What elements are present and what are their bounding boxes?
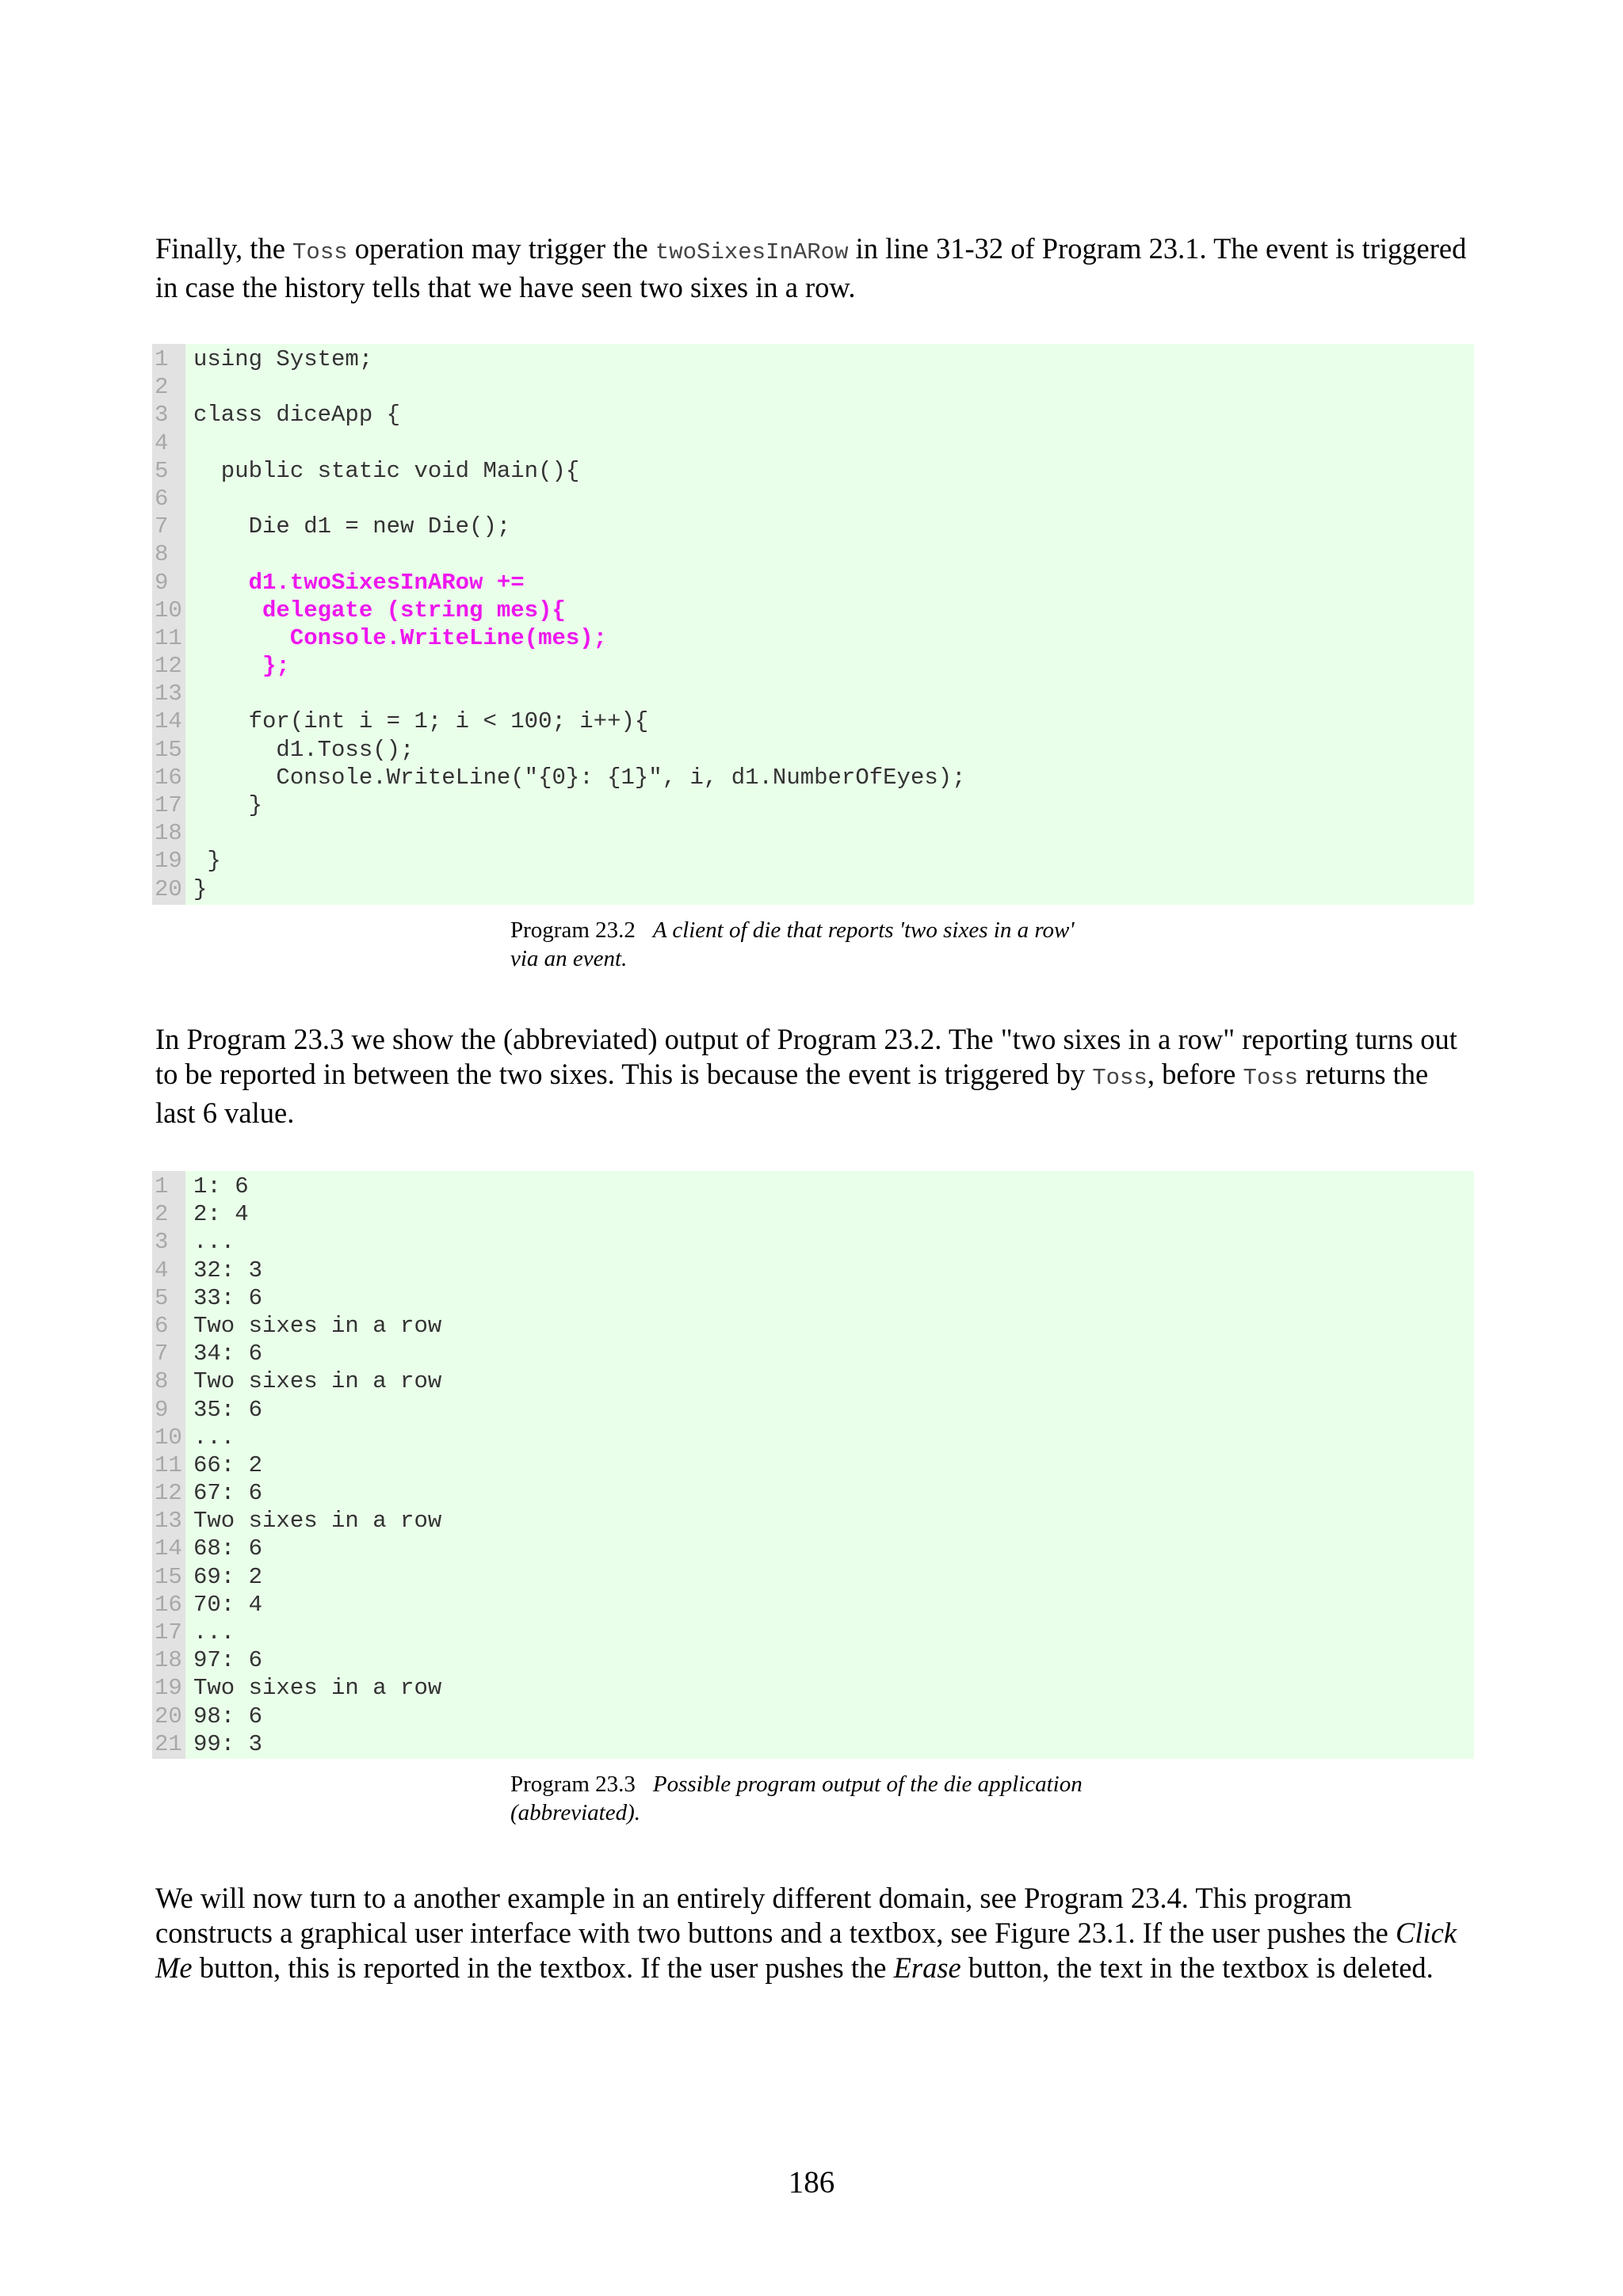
code-line [152,847,1474,875]
code-text: Console.WriteLine("{0}: {1}", i, d1.NumberOfEyes); [193,764,966,791]
line-number: 6 [155,1312,169,1339]
line-number: 7 [155,513,169,540]
line-number: 10 [155,1424,182,1451]
code-line [152,1646,1474,1674]
code-text: d1.Toss(); [193,736,414,763]
caption-label: Program 23.3 [510,1772,636,1797]
code-text: 98: 6 [193,1703,263,1730]
code-text: for(int i = 1; i < 100; i++){ [193,708,649,735]
code-line [152,569,1474,597]
line-number: 19 [155,848,182,875]
code-line [152,1479,1474,1507]
line-number: 4 [155,1257,169,1283]
code-body [152,344,1474,903]
text-run: in line 31-32 of Program 23.1. The event is triggered in case the history tells that we have seen two sixes in a row. [155,232,1467,303]
line-number: 17 [155,1619,182,1646]
line-number: 18 [155,1647,182,1674]
code-line [152,764,1474,791]
code-text: Die d1 = new Die(); [193,513,511,540]
code-line [152,1451,1474,1479]
caption-text: Possible program output of the die application [652,1772,1083,1797]
code-line [152,1396,1474,1424]
inline-code-toss: Toss [1092,1065,1148,1091]
line-number: 19 [155,1675,182,1702]
caption-program-23-3 [510,1770,1160,1827]
line-number: 3 [155,402,169,429]
code-line [152,1535,1474,1562]
line-number: 1 [155,1173,169,1199]
line-number: 11 [155,624,182,651]
code-text: 99: 3 [193,1730,263,1757]
code-text: public static void Main(){ [193,457,580,484]
text-run: , before [1147,1058,1243,1090]
text-run: returns the last 6 value. [155,1058,1429,1129]
code-line [152,1619,1474,1646]
code-line [152,1228,1474,1256]
line-number: 21 [155,1730,182,1757]
line-number: 13 [155,1508,182,1535]
page-number: 186 [788,2165,835,2199]
code-line [152,373,1474,401]
code-text: delegate (string mes){ [193,597,566,624]
text-run: We will now turn to a another example in an entirely different domain, see Program 23.4. This program constructs a graphical user interface with two buttons and a textbox, see Figure 23.1. If the user pushes the [155,1882,1396,1949]
code-line [152,707,1474,735]
line-number: 12 [155,653,182,680]
code-line [152,1674,1474,1702]
line-number: 18 [155,820,182,847]
code-line [152,1591,1474,1619]
code-line [152,1312,1474,1340]
code-text: 68: 6 [193,1535,263,1562]
code-text: d1.twoSixesInARow += [193,569,525,596]
text-run: In Program 23.3 we show the (abbreviated) output of Program 23.2. The "two sixes in a row" reporting turns out to be reported in between the two sixes. This is because the event is triggered by [155,1023,1457,1090]
caption-text-continued: (abbreviated). [510,1800,641,1825]
paragraph-output-explanation [155,1022,1471,1131]
code-text: } [193,875,208,902]
code-line [152,1257,1474,1284]
line-number: 13 [155,681,182,707]
line-number: 2 [155,1201,169,1228]
code-line [152,1563,1474,1591]
code-line [152,680,1474,707]
code-text: 34: 6 [193,1341,263,1367]
line-number: 6 [155,485,169,512]
line-number: 3 [155,1229,169,1256]
text-run: operation may trigger the [347,232,655,265]
paragraph-gui-example [155,1881,1471,1985]
code-body [152,1171,1474,1758]
line-number: 14 [155,708,182,735]
code-line [152,597,1474,624]
code-line [152,457,1474,485]
code-line [152,624,1474,652]
code-line [152,513,1474,540]
code-text: }; [193,653,290,680]
inline-code-toss: Toss [292,239,348,265]
line-number: 16 [155,1591,182,1618]
code-text: class diceApp { [193,402,401,429]
line-number: 16 [155,764,182,791]
line-number: 9 [155,569,169,596]
line-number: 20 [155,1703,182,1730]
line-number: 5 [155,1284,169,1311]
line-number: 7 [155,1341,169,1367]
code-line [152,1424,1474,1451]
code-text: 32: 3 [193,1257,263,1283]
code-line [152,345,1474,373]
code-line [152,1367,1474,1395]
line-number: 12 [155,1480,182,1507]
code-text: 33: 6 [193,1284,263,1311]
code-text: 35: 6 [193,1396,263,1423]
code-line [152,540,1474,568]
code-text: 70: 4 [193,1591,263,1618]
code-text: } [193,792,263,818]
line-number: 2 [155,374,169,401]
caption-text-continued: via an event. [510,946,628,971]
code-line [152,1703,1474,1730]
caption-label: Program 23.2 [510,917,636,943]
line-number: 9 [155,1396,169,1423]
line-number: 4 [155,429,169,456]
code-line [152,875,1474,903]
text-run: button, the text in the textbox is deleted. [960,1951,1434,1984]
code-text: ... [193,1424,235,1451]
line-number: 15 [155,736,182,763]
code-text: 66: 2 [193,1451,263,1478]
code-text: 2: 4 [193,1201,249,1228]
emphasis-click-me: Click Me [155,1917,1457,1984]
code-line [152,1284,1474,1312]
code-line [152,1173,1474,1200]
code-listing-program-23-2 [152,344,1474,905]
code-text: Two sixes in a row [193,1312,442,1339]
code-text: using System; [193,346,373,372]
line-number: 5 [155,457,169,484]
code-text: } [193,848,221,875]
code-text: Two sixes in a row [193,1508,442,1535]
code-line [152,485,1474,513]
line-number: 14 [155,1535,182,1562]
code-line [152,401,1474,429]
line-number: 10 [155,597,182,624]
code-text: Two sixes in a row [193,1368,442,1395]
code-listing-program-23-3 [152,1171,1474,1759]
inline-code-toss: Toss [1243,1065,1299,1091]
line-number: 20 [155,875,182,902]
caption-text: A client of die that reports 'two sixes in a row' [652,917,1075,943]
code-text: ... [193,1619,235,1646]
code-line [152,1730,1474,1758]
code-line [152,791,1474,819]
line-number: 11 [155,1451,182,1478]
emphasis-erase: Erase [893,1951,961,1984]
code-text: 1: 6 [193,1173,249,1199]
paragraph-intro [155,231,1471,305]
code-text: Console.WriteLine(mes); [193,624,608,651]
line-number: 17 [155,792,182,818]
caption-program-23-2 [510,916,1160,973]
code-line [152,819,1474,847]
code-line [152,1200,1474,1228]
inline-code-two-sixes: twoSixesInARow [655,239,849,265]
line-number: 8 [155,1368,169,1395]
line-number: 15 [155,1563,182,1590]
code-line [152,1340,1474,1367]
code-text: 69: 2 [193,1563,263,1590]
code-line [152,652,1474,680]
code-line [152,1507,1474,1535]
line-number: 8 [155,541,169,568]
code-line [152,736,1474,764]
code-line [152,429,1474,457]
text-run: Finally, the [155,232,293,265]
line-number: 1 [155,346,169,372]
code-text: 97: 6 [193,1647,263,1674]
code-text: Two sixes in a row [193,1675,442,1702]
text-run: button, this is reported in the textbox. If the user pushes the [192,1951,894,1984]
code-text: ... [193,1229,235,1256]
code-text: 67: 6 [193,1480,263,1507]
